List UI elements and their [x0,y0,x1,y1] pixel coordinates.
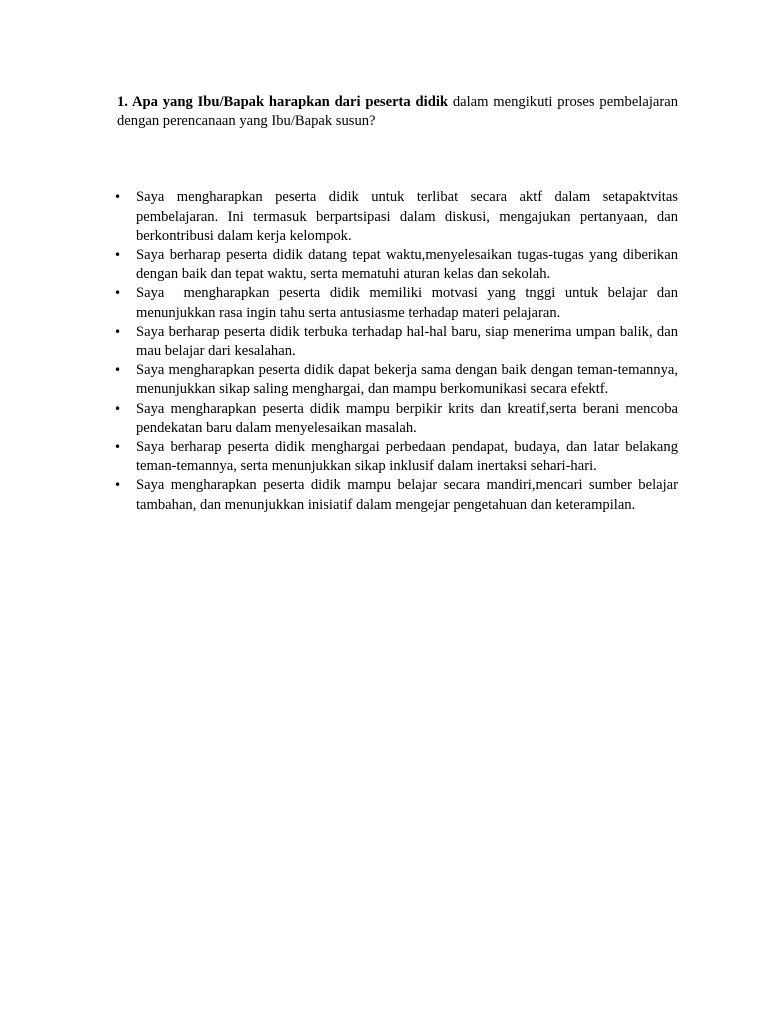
answer-text: Saya mengharapkan peserta didik memiliki motvasi yang tnggi untuk belajar dan menunjukkan rasa ingin tahu serta antusiasme terhadap materi pelajaran. [136,285,682,321]
question-bold-phrase: Apa yang Ibu/Bapak harapkan dari peserta didik [131,94,448,110]
bullet-icon: • [114,478,122,493]
answer-text: Saya mengharapkan peserta didik mampu belajar secara mandiri,mencari sumber belajar tambahan, dan menunjukkan inisiatif dalam mengejar pengetahuan dan keterampilan. [136,477,678,513]
document-body [114,93,682,515]
bullet-icon: • [114,190,122,205]
question-number: 1. [117,94,128,110]
list-item [114,246,678,284]
bullet-icon: • [114,248,122,263]
answer-text: Saya berharap peserta didik terbuka terhadap hal-hal baru, siap menerima umpan balik, dan mau belajar dari kesalahan. [136,323,678,360]
question-bold-text [117,94,448,110]
answer-text: Saya mengharapkan peserta didik mampu berpikir krits dan kreatif,serta berani mencoba pendekatan baru dalam menyelesaikan masalah. [136,400,678,436]
bullet-icon: • [114,363,122,378]
list-item [114,476,678,514]
answer-text: Saya mengharapkan peserta didik dapat bekerja sama dengan baik dengan teman-temannya, menunjukkan sikap saling menghargai, dan mampu berkomunikasi secara efektf. [136,362,678,398]
question-rest-text: dalam mengikuti proses pembelajaran dengan perencanaan yang Ibu/Bapak susun? [117,94,679,130]
list-item [114,323,678,361]
list-item [114,438,678,476]
list-item [114,361,678,399]
list-item [114,188,678,246]
bullet-icon: • [114,324,122,339]
bullet-icon: • [114,440,122,455]
answer-text: Saya mengharapkan peserta didik untuk terlibat secara aktf dalam setapaktvitas pembelajaran. Ini termasuk berpartsipasi dalam diskusi, mengajukan pertanyaan, dan berkontribusi dalam kerja kelompok. [136,189,678,244]
list-item [114,400,678,438]
question-paragraph [117,93,678,131]
bullet-icon: • [114,286,122,301]
answer-text: Saya berharap peserta didik datang tepat waktu,menyelesaikan tugas-tugas yang diberikan dengan baik dan tepat waktu, serta mematuhi aturan kelas dan sekolah. [136,247,678,283]
answer-list [114,188,682,514]
list-item [114,284,682,322]
bullet-icon: • [114,401,122,416]
answer-text: Saya berharap peserta didik menghargai perbedaan pendapat, budaya, dan latar belakang teman-temannya, serta menunjukkan sikap inklusif dalam inertaksi sehari-hari. [136,439,678,475]
